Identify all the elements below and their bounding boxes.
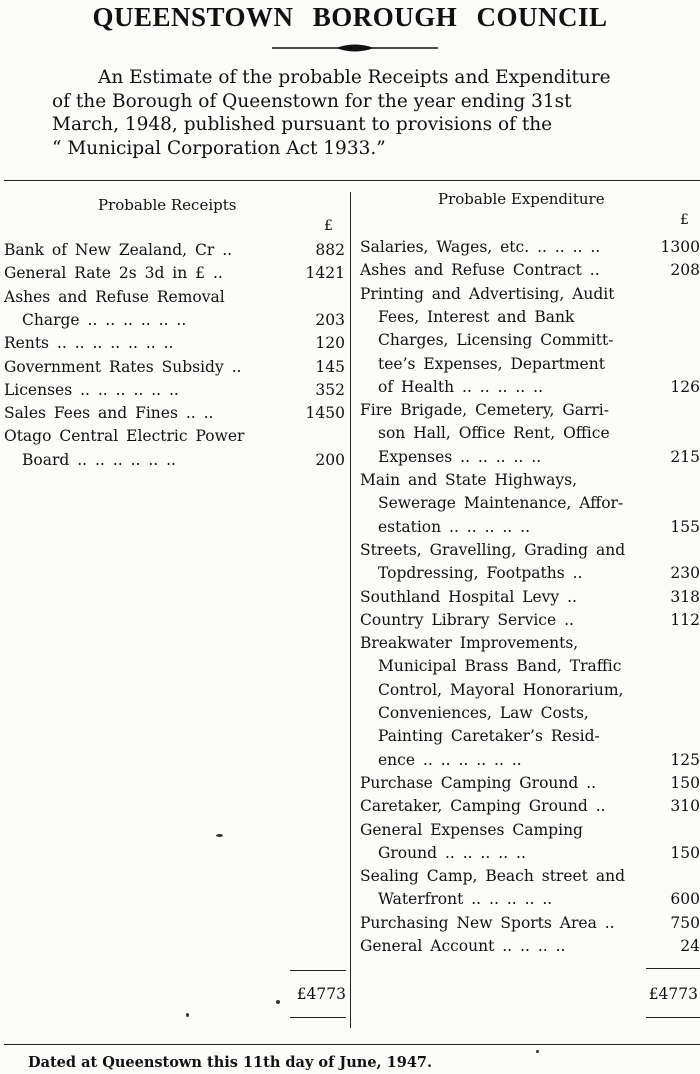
expenditure-item-line: Waterfront .. .. .. .. .. — [378, 890, 553, 909]
receipts-item-line: Bank of New Zealand, Cr .. — [4, 241, 233, 259]
expenditure-item-amount: 125 — [670, 750, 700, 769]
receipts-item-line: Rents .. .. .. .. .. .. .. — [4, 334, 174, 353]
intro-line: An Estimate of the probable Receipts and Expenditure — [98, 67, 611, 88]
expenditure-item-line: Municipal Brass Band, Traffic — [378, 657, 622, 676]
expenditure-item-line: Fees, Interest and Bank — [378, 307, 575, 326]
expenditure-item-line: Ground .. .. .. .. .. — [378, 843, 526, 862]
expenditure-item-line: Ashes and Refuse Contract .. — [360, 261, 600, 280]
receipts-heading: Probable Receipts — [98, 196, 237, 214]
expenditure-item-amount: 1300 — [660, 238, 700, 256]
expenditure-heading: Probable Expenditure — [438, 190, 605, 208]
receipts-item-amount: 145 — [315, 357, 345, 376]
expenditure-currency-symbol: £ — [680, 212, 689, 228]
page-title: QUEENSTOWN BOROUGH COUNCIL — [92, 2, 608, 32]
expenditure-item-line: Caretaker, Camping Ground .. — [360, 797, 606, 816]
expenditure-item-line: Topdressing, Footpaths .. — [378, 564, 583, 583]
column-divider — [350, 192, 351, 1028]
intro-line: March, 1948, published pursuant to provisions of the — [52, 114, 553, 135]
receipts-item-amount: 882 — [315, 241, 345, 259]
ink-speck — [536, 1050, 539, 1053]
ink-speck — [216, 834, 223, 837]
receipts-item-line: General Rate 2s 3d in £ .. — [4, 264, 223, 283]
intro-paragraph — [52, 66, 648, 160]
expenditure-item-amount: 215 — [670, 447, 700, 466]
receipts-currency-symbol: £ — [324, 218, 333, 234]
expenditure-item-line: Salaries, Wages, etc. .. .. .. .. — [360, 238, 601, 256]
expenditure-item-amount: 208 — [670, 261, 700, 280]
expenditure-item-line: Main and State Highways, — [360, 471, 577, 489]
expenditure-total-rule — [646, 1017, 700, 1018]
intro-line: “ Municipal Corporation Act 1933.” — [52, 137, 386, 159]
expenditure-item-line: son Hall, Office Rent, Office — [378, 424, 610, 443]
receipts-item-amount: 203 — [315, 310, 345, 329]
receipts-item-line: Charge .. .. .. .. .. .. — [22, 310, 187, 329]
receipts-item-amount: 1450 — [305, 404, 345, 423]
receipts-sum-rule — [290, 970, 346, 971]
expenditure-item-amount: 750 — [670, 913, 700, 932]
receipts-item-line: Board .. .. .. .. .. .. — [22, 450, 176, 469]
expenditure-item-amount: 600 — [670, 890, 700, 909]
receipts-item-amount: 352 — [315, 380, 345, 399]
expenditure-item-line: ence .. .. .. .. .. .. — [378, 750, 522, 769]
expenditure-item-amount: 318 — [670, 587, 700, 606]
receipts-total: £4773 — [296, 985, 346, 1003]
expenditure-item-line: Southland Hospital Levy .. — [360, 587, 577, 606]
expenditure-item-line: Breakwater Improvements, — [360, 634, 579, 653]
bottom-rule — [4, 1044, 700, 1045]
expenditure-item-amount: 310 — [670, 797, 700, 816]
expenditure-item-amount: 230 — [670, 564, 700, 583]
receipts-item-line: Otago Central Electric Power — [4, 427, 245, 446]
intro-line: of the Borough of Queenstown for the year ending 31st — [52, 90, 572, 112]
title-ornament — [272, 42, 438, 54]
expenditure-item-line: Streets, Gravelling, Grading and — [360, 540, 626, 559]
expenditure-item-line: General Account .. .. .. .. — [360, 937, 566, 955]
expenditure-item-line: Purchase Camping Ground .. — [360, 773, 597, 792]
expenditure-item-line: Painting Caretaker’s Resid- — [378, 727, 600, 746]
expenditure-item-line: tee’s Expenses, Department — [378, 354, 605, 373]
expenditure-item-line: Printing and Advertising, Audit — [360, 284, 615, 303]
expenditure-item-line: Fire Brigade, Cemetery, Garri- — [360, 401, 609, 420]
receipts-item-amount: 120 — [315, 334, 345, 353]
expenditure-item-amount: 112 — [670, 610, 700, 629]
top-rule — [4, 180, 700, 181]
expenditure-item-line: Country Library Service .. — [360, 610, 574, 629]
receipts-item-line: Government Rates Subsidy .. — [4, 357, 242, 376]
expenditure-total: £4773 — [648, 985, 698, 1003]
dated-line: Dated at Queenstown this 11th day of June, 1947. — [28, 1054, 433, 1071]
expenditure-item-amount: 150 — [670, 773, 700, 792]
receipts-total-rule — [290, 1017, 346, 1018]
expenditure-item-line: Purchasing New Sports Area .. — [360, 913, 615, 932]
expenditure-sum-rule — [646, 968, 700, 969]
expenditure-item-line: of Health .. .. .. .. .. — [378, 377, 544, 396]
expenditure-item-amount: 126 — [670, 377, 700, 396]
expenditure-item-line: Sewerage Maintenance, Affor- — [378, 494, 624, 513]
receipts-item-amount: 200 — [315, 450, 345, 469]
expenditure-item-line: General Expenses Camping — [360, 820, 583, 839]
expenditure-item-amount: 150 — [670, 843, 700, 862]
receipts-item-line: Licenses .. .. .. .. .. .. — [4, 380, 179, 399]
receipts-item-line: Ashes and Refuse Removal — [4, 287, 225, 306]
ink-speck — [186, 1013, 189, 1017]
expenditure-item-line: Conveniences, Law Costs, — [378, 704, 589, 722]
expenditure-item-line: Charges, Licensing Committ- — [378, 331, 614, 350]
expenditure-item-line: estation .. .. .. .. .. — [378, 517, 531, 536]
expenditure-item-line: Control, Mayoral Honorarium, — [378, 680, 624, 699]
expenditure-item-amount: 155 — [670, 517, 700, 536]
expenditure-item-line: Sealing Camp, Beach street and — [360, 867, 625, 886]
expenditure-item-amount: 24 — [680, 937, 700, 955]
expenditure-item-line: Expenses .. .. .. .. .. — [378, 447, 542, 466]
ink-speck — [276, 1000, 280, 1004]
receipts-item-amount: 1421 — [305, 264, 345, 283]
receipts-item-line: Sales Fees and Fines .. .. — [4, 404, 214, 423]
